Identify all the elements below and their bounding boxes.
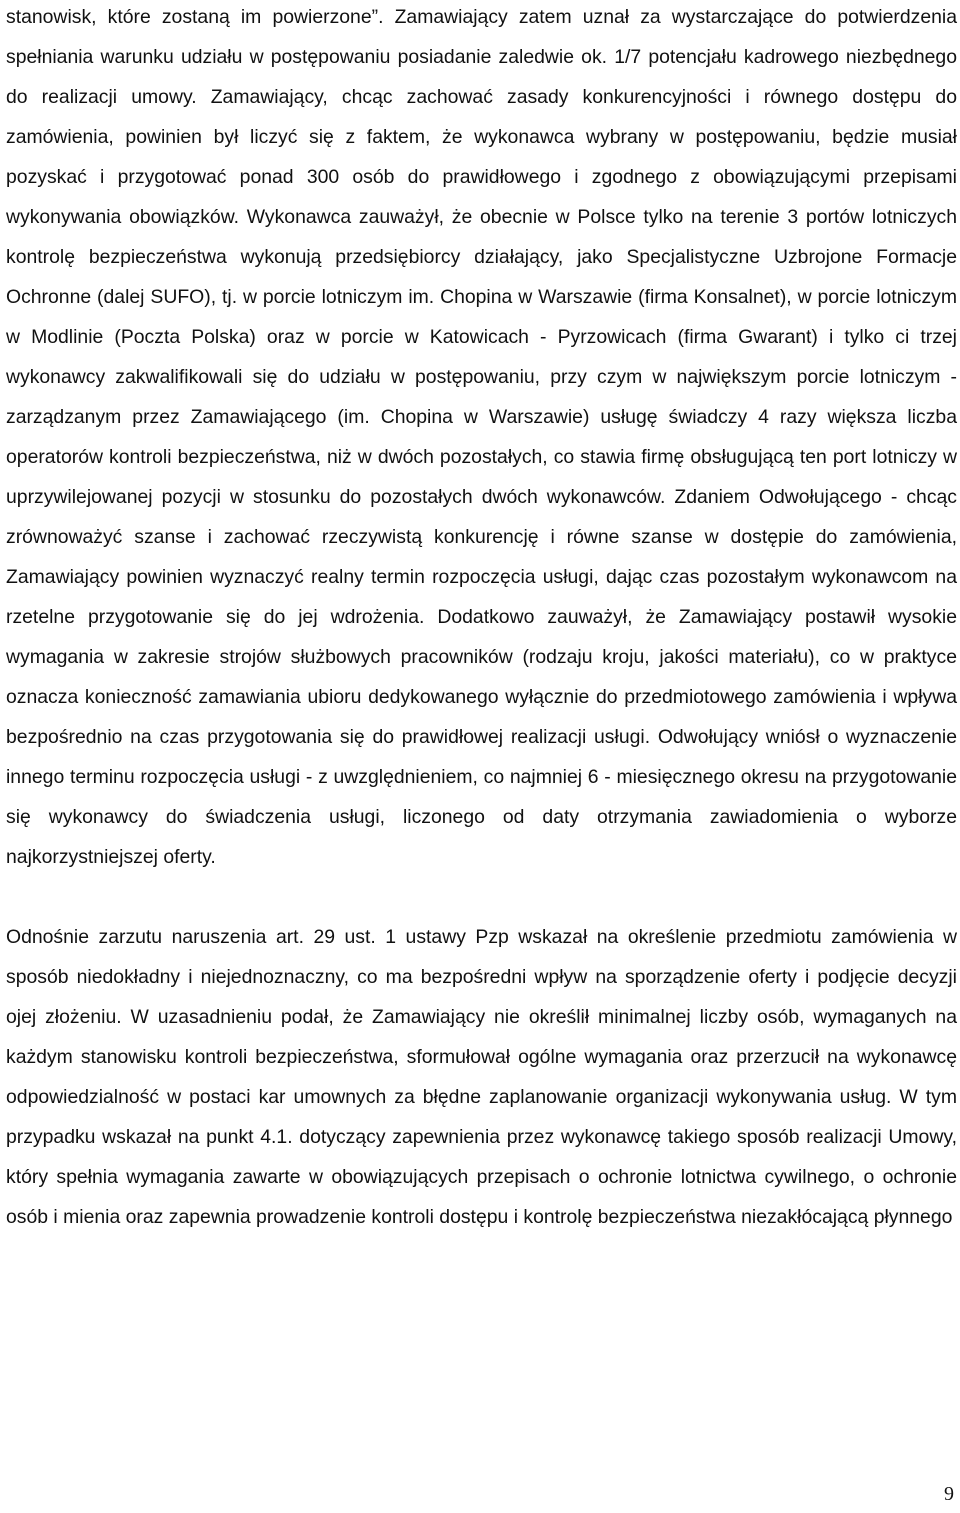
page-number: 9 (944, 1483, 954, 1505)
paragraph-2: Odnośnie zarzutu naruszenia art. 29 ust. 1 ustawy Pzp wskazał na określenie przedmiotu zamówienia w sposób niedokładny i niejednoznaczny, co ma bezpośredni wpływ na sporządzenie oferty i podjęcie decyzji ojej złożeniu. W uzasadnieniu podał, że Zamawiający nie określił minimalnej liczby osób, wymaganych na każdym stanowisku kontroli bezpieczeństwa, sformułował ogólne wymagania oraz przerzucił na wykonawcę odpowiedzialność w postaci kar umownych za błędne zaplanowanie organizacji wykonywania usług. W tym przypadku wskazał na punkt 4.1. dotyczący zapewnienia przez wykonawcę takiego sposób realizacji Umowy, który spełnia wymagania zawarte w obowiązujących przepisach o ochronie lotnictwa cywilnego, o ochronie osób i mienia oraz zapewnia prowadzenie kontroli dostępu i kontrolę bezpieczeństwa niezakłócającą płynnego (6, 926, 957, 1228)
paragraph-1: stanowisk, które zostaną im powierzone”. Zamawiający zatem uznał za wystarczające do potwierdzenia spełniania warunku udziału w postępowaniu posiadanie zaledwie ok. 1/7 potencjału kadrowego niezbędnego do realizacji umowy. Zamawiający, chcąc zachować zasady konkurencyjności i równego dostępu do zamówienia, powinien był liczyć się z faktem, że wykonawca wybrany w postępowaniu, będzie musiał pozyskać i przygotować ponad 300 osób do prawidłowego i zgodnego z obowiązującymi przepisami wykonywania obowiązków. Wykonawca zauważył, że obecnie w Polsce tylko na terenie 3 portów lotniczych kontrolę bezpieczeństwa wykonują przedsiębiorcy działający, jako Specjalistyczne Uzbrojone Formacje Ochronne (dalej SUFO), tj. w porcie lotniczym im. Chopina w Warszawie (firma Konsalnet), w porcie lotniczym w Modlinie (Poczta Polska) oraz w porcie w Katowicach - Pyrzowicach (firma Gwarant) i tylko ci trzej wykonawcy zakwalifikowali się do udziału w postępowaniu, przy czym w największym porcie lotniczym -zarządzanym przez Zamawiającego (im. Chopina w Warszawie) usługę świadczy 4 razy większa liczba operatorów kontroli bezpieczeństwa, niż w dwóch pozostałych, co stawia firmę obsługującą ten port lotniczy w uprzywilejowanej pozycji w stosunku do pozostałych dwóch wykonawców. Zdaniem Odwołującego - chcąc zrównoważyć szanse i zachować rzeczywistą konkurencję i równe szanse w dostępie do zamówienia, Zamawiający powinien wyznaczyć realny termin rozpoczęcia usługi, dając czas pozostałym wykonawcom na rzetelne przygotowanie się do jej wdrożenia. Dodatkowo zauważył, że Zamawiający postawił wysokie wymagania w zakresie strojów służbowych pracowników (rodzaju kroju, jakości materiału), co w praktyce oznacza konieczność zamawiania ubioru dedykowanego wyłącznie do przedmiotowego zamówienia i wpływa bezpośrednio na czas przygotowania się do prawidłowej realizacji usługi. Odwołujący wniósł o wyznaczenie innego terminu rozpoczęcia usługi - z uwzględnieniem, co najmniej 6 - miesięcznego okresu na przygotowanie się wykonawcy do świadczenia usługi, liczonego od daty otrzymania zawiadomienia o wyborze najkorzystniejszej oferty. (6, 6, 957, 868)
paragraph-spacer (6, 877, 957, 917)
document-body (6, 0, 957, 1237)
